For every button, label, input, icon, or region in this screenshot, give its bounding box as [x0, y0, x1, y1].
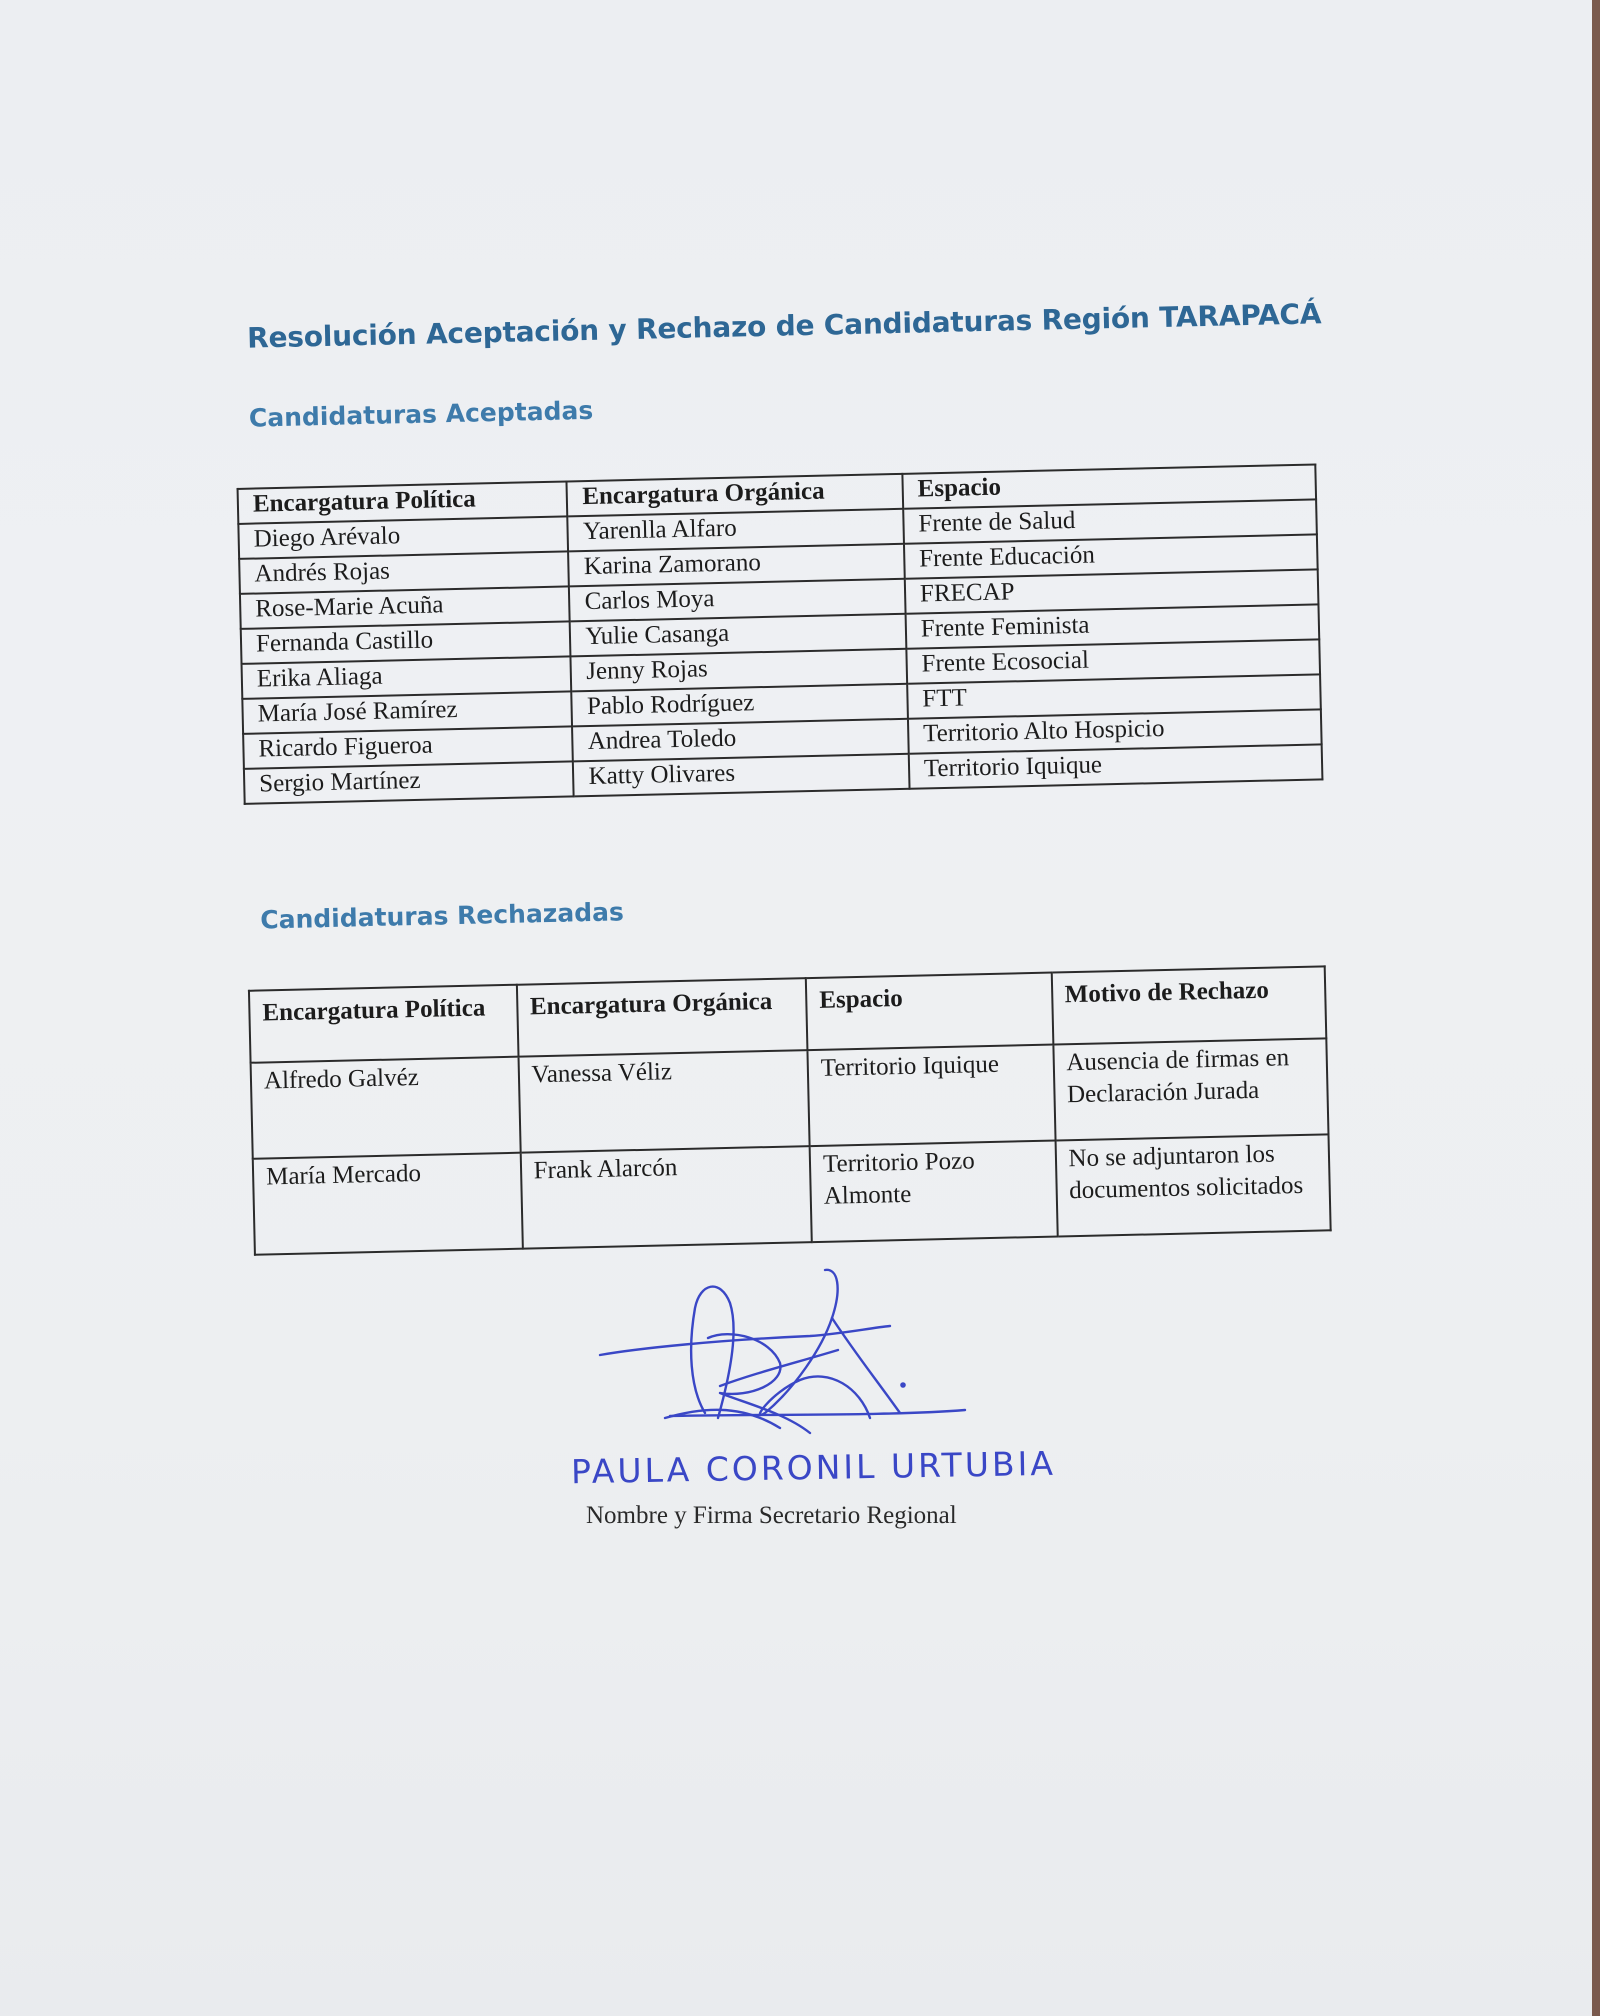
- table-cell: Frente Ecosocial: [906, 639, 1320, 683]
- column-header: Motivo de Rechazo: [1051, 966, 1326, 1044]
- table-cell: Andrés Rojas: [239, 551, 569, 593]
- column-header: Encargatura Política: [238, 481, 568, 523]
- column-header: Espacio: [806, 973, 1053, 1051]
- table-cell: Territorio Iquique: [909, 744, 1323, 788]
- table-cell: Territorio Iquique: [807, 1045, 1055, 1147]
- column-header: Encargatura Orgánica: [567, 474, 903, 517]
- table-cell: Rose-Marie Acuña: [240, 586, 570, 628]
- rejected-table: [248, 965, 1332, 1255]
- document-title: Resolución Aceptación y Rechazo de Candidaturas Región TARAPACÁ: [246, 297, 1322, 355]
- table-cell: Vanessa Véliz: [518, 1050, 810, 1153]
- signature-caption: Nombre y Firma Secretario Regional: [586, 1502, 957, 1529]
- table-cell: Andrea Toledo: [572, 719, 908, 762]
- table-cell: Sergio Martínez: [244, 761, 574, 803]
- table-cell: Yulie Casanga: [570, 614, 906, 657]
- table-cell: Frank Alarcón: [520, 1146, 812, 1249]
- table-cell: Ausencia de firmas en Declaración Jurada: [1053, 1038, 1329, 1140]
- table-cell: Pablo Rodríguez: [572, 684, 908, 727]
- table-cell: Territorio Pozo Almonte: [810, 1141, 1058, 1243]
- rejected-heading: Candidaturas Rechazadas: [260, 897, 625, 935]
- accepted-heading: Candidaturas Aceptadas: [248, 395, 594, 433]
- table-cell: Carlos Moya: [569, 579, 905, 622]
- table-cell: No se adjuntaron los documentos solicitados: [1055, 1134, 1331, 1236]
- table-cell: Frente de Salud: [903, 499, 1317, 543]
- table-cell: Yarenlla Alfaro: [568, 509, 904, 552]
- table-cell: Diego Arévalo: [238, 516, 568, 558]
- column-header: Espacio: [902, 464, 1316, 508]
- table-cell: Alfredo Galvéz: [251, 1057, 521, 1159]
- column-header: Encargatura Orgánica: [516, 978, 807, 1057]
- table-cell: Territorio Alto Hospicio: [908, 709, 1322, 753]
- table-cell: Erika Aliaga: [242, 656, 572, 698]
- table-cell: María José Ramírez: [242, 691, 572, 733]
- table-cell: FRECAP: [905, 569, 1319, 613]
- table-cell: Katty Olivares: [573, 754, 909, 797]
- table-cell: Frente Educación: [904, 534, 1318, 578]
- table-cell: Jenny Rojas: [571, 649, 907, 692]
- table-cell: María Mercado: [253, 1153, 523, 1255]
- table-cell: Karina Zamorano: [569, 544, 905, 587]
- table-cell: Ricardo Figueroa: [243, 726, 573, 768]
- signer-name: PAULA CORONIL URTUBIA: [570, 1443, 1057, 1492]
- table-cell: FTT: [907, 674, 1321, 718]
- table-cell: Frente Feminista: [905, 604, 1319, 648]
- table-cell: Fernanda Castillo: [241, 621, 571, 663]
- column-header: Encargatura Política: [249, 985, 518, 1063]
- accepted-table: [237, 463, 1324, 804]
